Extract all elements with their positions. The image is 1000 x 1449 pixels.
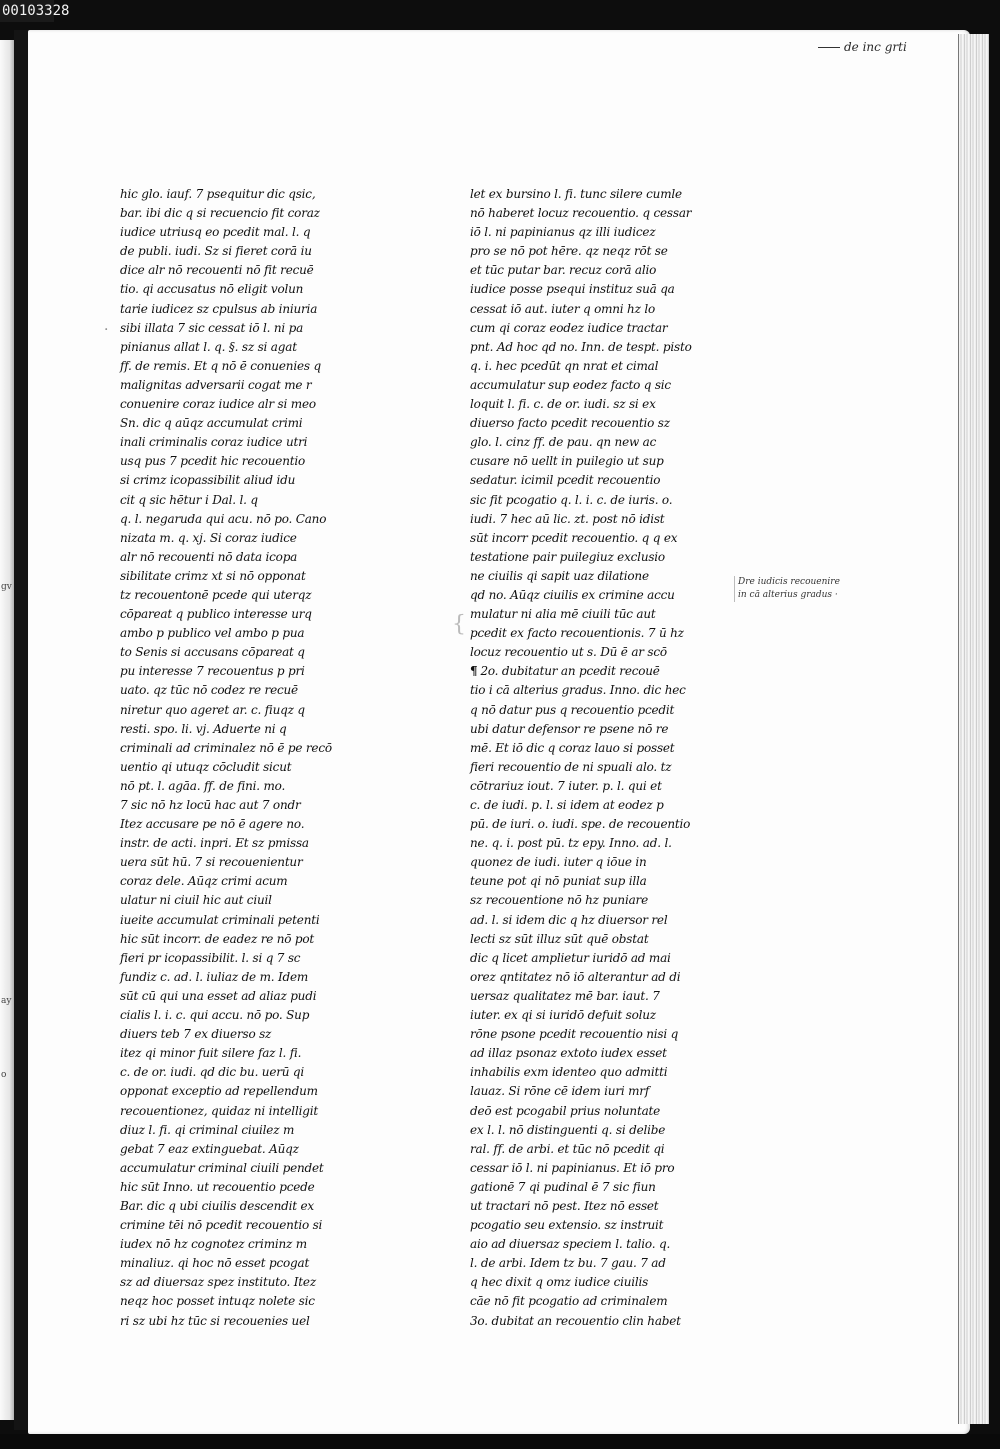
text-line: rōne psone pcedit recouentio nisi q [470,1027,679,1042]
text-line: coraz dele. Aūqz crimi acum [120,874,288,889]
text-line: cialis l. i. c. qui accu. nō po. Sup [120,1008,310,1023]
text-line: gebat 7 eaz extinguebat. Aūqz [120,1141,299,1156]
text-line: hic glo. iauf. 7 psequitur dic qsic, [120,187,316,201]
text-line: ad illaz psonaz extoto iudex esset [470,1046,667,1061]
text-line: iudice posse psequi instituz suā qa [470,282,675,297]
running-head-rule [818,47,840,48]
text-line: 3o. dubitat an recouentio clin habet [470,1313,681,1328]
text-line: accumulatur sup eodez facto q sic [470,377,671,392]
text-line: tz recouentonē pcede qui uterqz [120,587,312,602]
text-line: sūt cū qui una esset ad aliaz pudi [120,988,317,1003]
text-line: sedatur. icimil pcedit recouentio [470,473,661,488]
text-line: testatione pair puilegiuz exclusio [470,549,665,564]
marginal-annotation: Dre iudicis recouenire in cā alterius gradus · [734,576,874,602]
text-line: gationē 7 qi pudinal ē 7 sic fiun [470,1179,656,1194]
text-line: inali criminalis coraz iudice utri [120,435,308,450]
text-line: dic q licet amplietur iuridō ad mai [470,950,671,965]
text-line: sibi illata 7 sic cessat iō l. ni pa [120,320,304,335]
text-line: pcedit ex facto recouentionis. 7 ū hz [470,626,684,641]
text-line: iō l. ni papinianus qz illi iudicez [470,225,656,240]
text-line: iueite accumulat criminali petenti [120,912,320,927]
text-line: ex l. l. nō distinguenti q. si delibe [470,1122,666,1137]
text-line: niretur quo ageret ar. c. fiuqz q [120,702,305,717]
text-line: fieri pr icopassibilit. l. si q 7 sc [120,950,301,965]
text-line: c. de iudi. p. l. si idem at eodez p [470,798,664,812]
text-line: teune pot qi nō puniat sup illa [470,874,647,889]
text-line: ne. q. i. post pū. tz epy. Inno. ad. l. [470,836,672,851]
text-line: lecti sz sūt illuz sūt quē obstat [470,931,649,946]
text-line: diuers teb 7 ex diuerso sz [120,1027,272,1042]
text-line: si crimz icopassibilit aliud idu [120,473,296,488]
text-line: resti. spo. li. vj. Aduerte ni q [120,721,287,736]
text-line: ral. ff. de arbi. et tūc nō pcedit qi [470,1141,665,1156]
text-line: uera sūt hū. 7 si recouenientur [120,855,303,870]
text-line: pnt. Ad hoc qd no. Inn. de tespt. pisto [470,339,692,354]
text-line: pinianus allat l. q. §. sz si agat [120,339,297,354]
bleed-through-text [742,188,942,228]
microfilm-frame-number: 00103328 [0,0,54,22]
text-line: ut tractari nō pest. Itez nō esset [470,1198,659,1213]
text-line: hic sūt incorr. de eadez re nō pot [120,931,315,946]
running-head: de inc grti [818,40,907,54]
text-line: iuter. ex qi si iuridō defuit soluz [470,1008,656,1023]
text-line: nō haberet locuz recouentio. q cessar [470,206,692,221]
text-line: cusare nō uellt in puilegio ut sup [470,454,664,469]
text-line: sz ad diuersaz spez instituto. Itez [120,1275,316,1290]
text-line: instr. de acti. inpri. Et sz pmissa [120,836,309,851]
text-line: pro se nō pot hēre. qz neqz rōt se [470,244,668,259]
text-column-right [470,185,740,1331]
text-line: accumulatur criminal ciuili pendet [120,1160,324,1175]
text-line: locuz recouentio ut s. Dū ē ar scō [470,645,667,660]
text-line: opponat exceptio ad repellendum [120,1084,318,1099]
text-line: criminali ad criminalez nō ē pe recō [120,740,332,755]
text-column-left [120,185,390,1331]
film-border [0,1434,1000,1449]
text-line: uentio qi utuqz cōcludit sicut [120,759,292,774]
text-line: minaliuz. qi hoc nō esset pcogat [120,1256,310,1271]
text-line: sibilitate crimz xt si nō opponat [120,568,306,583]
text-line: crimine tēi nō pcedit recouentio si [120,1218,323,1233]
text-line: ri sz ubi hz tūc si recouenies uel [120,1313,310,1328]
text-line: tio. qi accusatus nō eligit volun [120,282,304,297]
page-block-edges [958,34,989,1424]
text-line: iudex nō hz cognotez criminz m [120,1237,307,1252]
text-line: tarie iudicez sz cpulsus ab iniuria [120,301,318,316]
text-line: cum qi coraz eodez iudice tractar [470,320,668,335]
text-line: tio i cā alterius gradus. Inno. dic hec [470,683,686,698]
text-line: ff. de remis. Et q nō ē conuenies q [120,358,321,373]
text-line: ulatur ni ciuil hic aut ciuil [120,893,272,908]
margin-mark: · [104,322,109,338]
text-line: sic fit pcogatio q. l. i. c. de iuris. o. [470,492,673,507]
text-line: cit q sic hētur i Dal. l. q [120,492,258,507]
text-line: q hec dixit q omz iudice ciuilis [470,1275,649,1290]
text-line: nizata m. q. xj. Si coraz iudice [120,530,297,545]
text-line: cōpareat q publico interesse urq [120,607,312,622]
text-line: ne ciuilis qi sapit uaz dilatione [470,568,649,583]
text-line: pu interesse 7 recouentus p pri [120,664,305,679]
text-line: ambo p publico vel ambo p pua [120,626,305,641]
text-line: et tūc putar bar. recuz corā alio [470,263,657,278]
text-line: loquit l. fi. c. de or. iudi. sz si ex [470,397,656,412]
text-line: q. l. negaruda qui acu. nō po. Cano [120,511,327,526]
text-line: itez qi minor fuit silere faz l. fi. [120,1046,302,1061]
text-line: hic sūt Inno. ut recouentio pcede [120,1179,315,1194]
text-line: bar. ibi dic q si recuencio fit coraz [120,206,320,221]
text-line: q. i. hec pcedūt qn nrat et cimal [470,358,659,373]
text-line: orez qntitatez nō iō alterantur ad di [470,969,681,984]
text-line: let ex bursino l. fi. tunc silere cumle [470,187,682,201]
text-line: mē. Et iō dic q coraz lauo si posset [470,740,675,755]
text-line: fundiz c. ad. l. iuliaz de m. Idem [120,969,309,984]
text-line: glo. l. cinz ff. de pau. qn new ac [470,435,657,450]
paragraph-mark: ¶ [470,664,478,679]
text-line: Sn. dic q aūqz accumulat crimi [120,416,303,431]
text-line: ubi datur defensor re psene nō re [470,721,669,736]
text-line: quonez de iudi. iuter q iōue in [470,855,647,870]
text-line: ad. l. si idem dic q hz diuersor rel [470,912,668,927]
text-line: alr nō recouenti nō data icopa [120,549,298,564]
text-line: to Senis si accusans cōpareat q [120,645,305,660]
text-line: inhabilis exm identeo quo admitti [470,1065,668,1080]
text-line: cāe nō fit pcogatio ad criminalem [470,1294,668,1309]
text-line: iudice utriusq eo pcedit mal. l. q [120,225,311,240]
text-line: cōtrariuz iout. 7 iuter. p. l. qui et [470,778,662,793]
text-line: malignitas adversarii cogat me r [120,377,312,392]
text-line: neqz hoc posset intuqz nolete sic [120,1294,315,1309]
text-line: conuenire coraz iudice alr si meo [120,397,316,412]
text-line: de publi. iudi. Sz si fieret corā iu [120,244,312,259]
text-line: qd no. Aūqz ciuilis ex crimine accu [470,587,675,602]
text-line: uersaz qualitatez mē bar. iaut. 7 [470,988,660,1003]
text-line: iudi. 7 hec aū lic. zt. post nō idist [470,511,665,526]
text-line: uato. qz tūc nō codez re recuē [120,683,298,698]
text-line: fieri recouentio de ni spuali alo. tz [470,759,672,774]
text-line: lauaz. Si rōne cē idem iuri mrf [470,1084,650,1099]
text-line: deō est pcogabil prius noluntate [470,1103,661,1118]
text-line: ¶ 2o. dubitatur an pcedit recouē [470,664,660,679]
text-line: l. de arbi. Idem tz bu. 7 gau. 7 ad [470,1256,666,1271]
text-line: recouentionez, quidaz ni intelligit [120,1103,318,1118]
text-line: usq pus 7 pcedit hic recouentio [120,454,306,469]
text-line: c. de or. iudi. qd dic bu. uerū qi [120,1065,305,1080]
text-line: diuz l. fi. qi criminal ciuilez m [120,1122,295,1137]
text-line: Itez accusare pe nō ē agere no. [120,817,305,832]
text-line: cessat iō aut. iuter q omni hz lo [470,301,655,316]
facing-page-marginalia: gv ay o [1,582,12,1080]
text-line: cessar iō l. ni papinianus. Et iō pro [470,1160,675,1175]
text-line: sūt incorr pcedit recouentio. q q ex [470,530,678,545]
text-line: 7 sic nō hz locū hac aut 7 ondr [120,798,301,812]
text-line: mulatur ni alia mē ciuili tūc aut [470,607,656,622]
text-line: nō pt. l. agāa. ff. de fini. mo. [120,778,286,793]
text-line: pcogatio seu extensio. sz instruit [470,1218,664,1233]
text-line: Bar. dic q ubi ciuilis descendit ex [120,1198,314,1213]
text-line: pū. de iuri. o. iudi. spe. de recouentio [470,817,691,832]
text-line: aio ad diuersaz speciem l. talio. q. [470,1237,671,1252]
text-line: q nō datur pus q recouentio pcedit [470,702,675,717]
margin-flourish: { [452,612,466,637]
text-line: diuerso facto pcedit recouentio sz [470,416,670,431]
text-line: sz recouentione nō hz puniare [470,893,648,908]
text-line: dice alr nō recouenti nō fit recuē [120,263,314,278]
